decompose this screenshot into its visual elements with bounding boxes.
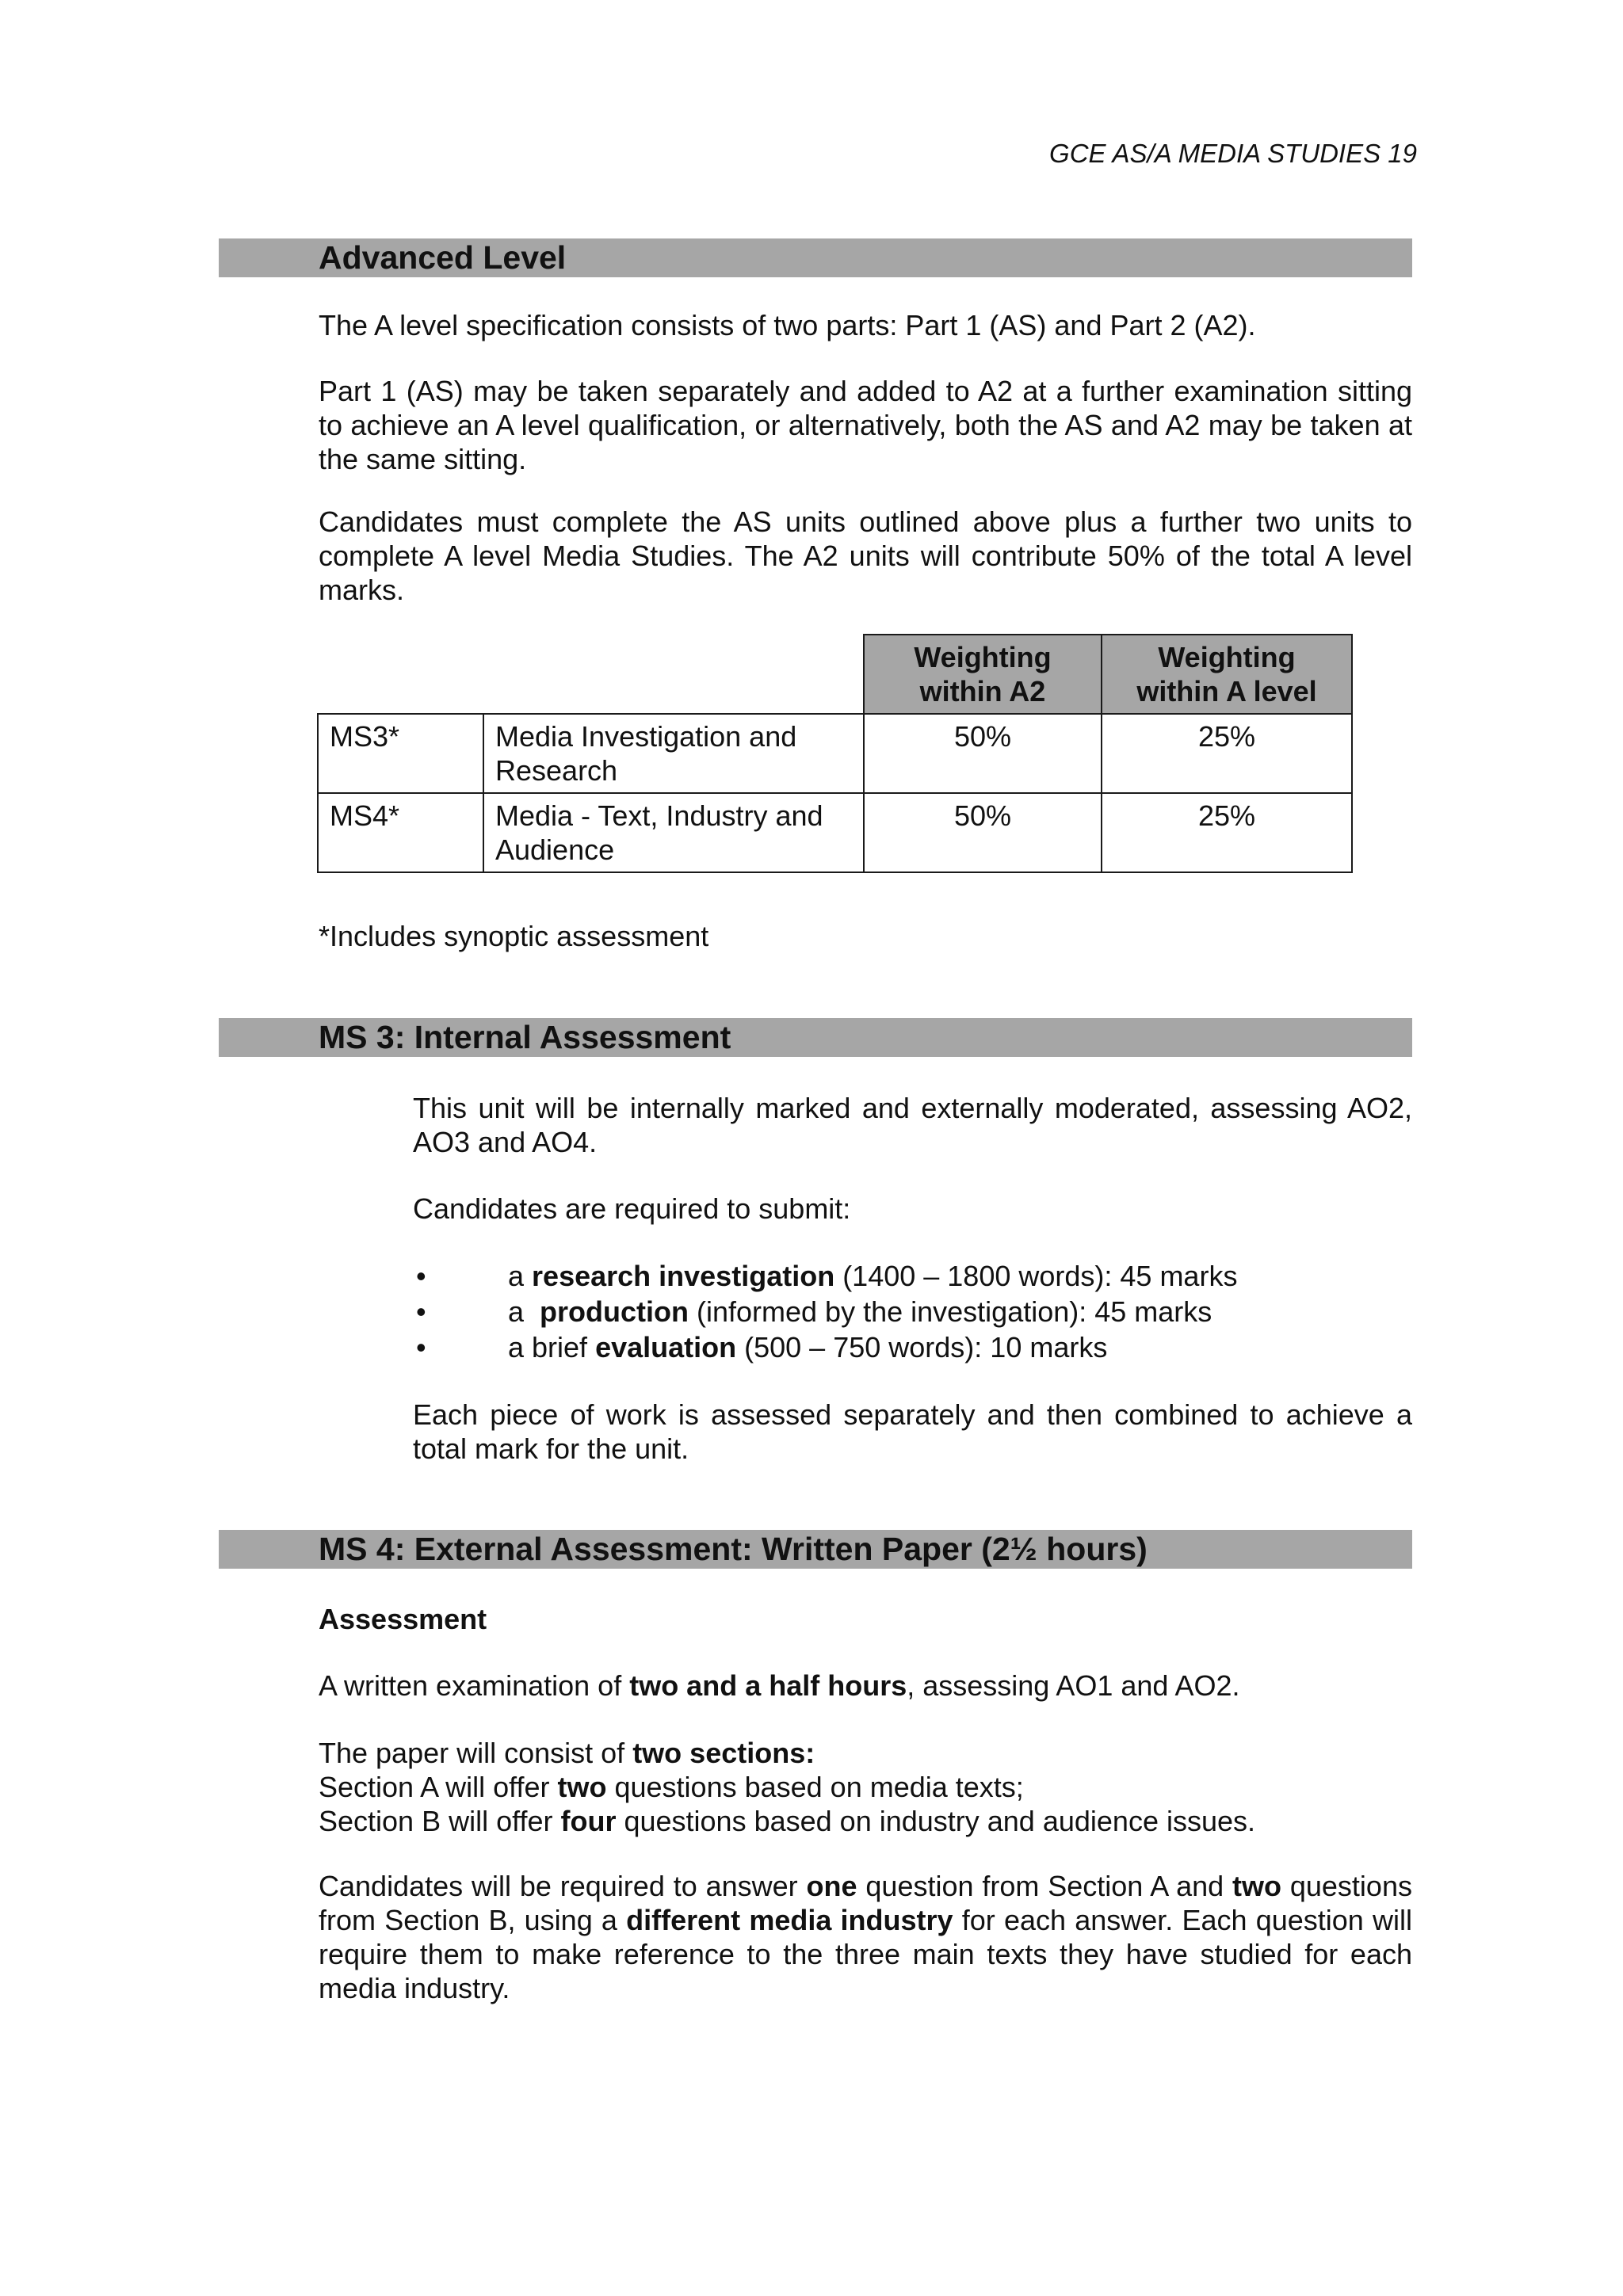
submission-list — [413, 1259, 1412, 1366]
bullet-icon: • — [416, 1331, 426, 1363]
table-row — [318, 793, 1352, 872]
paragraph-ms3-combined: Each piece of work is assessed separately and then combined to achieve a total mark for the unit. — [413, 1398, 1412, 1465]
running-header: GCE AS/A MEDIA STUDIES 19 — [1049, 139, 1417, 168]
subheading-assessment: Assessment — [319, 1603, 487, 1635]
paragraph-complete-units: Candidates must complete the AS units outlined above plus a further two units to complete A level Media Studies. The A2 units will contribute 50% of the total A level marks. — [319, 505, 1412, 606]
table-footnote: *Includes synoptic assessment — [319, 920, 709, 952]
weighting-table — [317, 634, 1353, 873]
weighting-a2-value: 50% — [864, 793, 1102, 872]
paper-sections — [319, 1736, 1412, 1838]
section-title-advanced-level: Advanced Level — [319, 239, 567, 276]
paragraph-ms3-submit: Candidates are required to submit: — [413, 1192, 851, 1225]
unit-code: MS3* — [318, 714, 483, 793]
table-header-row — [318, 635, 1352, 714]
section-a-line: Section A will offer two questions based on media texts; — [319, 1771, 1024, 1803]
unit-code: MS4* — [318, 793, 483, 872]
weighting-a-level-value: 25% — [1102, 714, 1352, 793]
paragraph-ms3-marking: This unit will be internally marked and externally moderated, assessing AO2, AO3 and AO4. — [413, 1092, 1412, 1158]
section-b-line: Section B will offer four questions based on industry and audience issues. — [319, 1805, 1256, 1837]
section-title-ms3: MS 3: Internal Assessment — [319, 1019, 731, 1055]
list-item: • a brief evaluation (500 – 750 words): 10 marks — [416, 1331, 1108, 1363]
bullet-icon: • — [416, 1295, 426, 1328]
paragraph-answer-requirements: Candidates will be required to answer one question from Section A and two questions from Section B, using a different media industry for each answer. Each question will require them to make reference to the three main texts they have studied for each media industry. — [319, 1870, 1412, 2004]
section-title-ms4: MS 4: External Assessment: Written Paper (2½ hours) — [319, 1531, 1148, 1567]
list-item: • a production (informed by the investigation): 45 marks — [416, 1295, 1212, 1328]
paper-sections-intro: The paper will consist of two sections: — [319, 1737, 815, 1769]
bullet-icon: • — [416, 1260, 426, 1292]
unit-title: Media Investigation and Research — [483, 714, 864, 793]
paragraph-spec-parts: The A level specification consists of two parts: Part 1 (AS) and Part 2 (A2). — [319, 309, 1256, 341]
weighting-a-level-value: 25% — [1102, 793, 1352, 872]
weighting-a2-value: 50% — [864, 714, 1102, 793]
header-weighting-a-level: Weighting within A level — [1102, 635, 1352, 714]
list-item: • a research investigation (1400 – 1800 words): 45 marks — [416, 1260, 1238, 1292]
header-weighting-a2: Weighting within A2 — [864, 635, 1102, 714]
unit-title: Media - Text, Industry and Audience — [483, 793, 864, 872]
paragraph-written-exam: A written examination of two and a half hours, assessing AO1 and AO2. — [319, 1669, 1240, 1702]
paragraph-as-separate: Part 1 (AS) may be taken separately and added to A2 at a further examination sitting to achieve an A level qualification, or alternatively, both the AS and A2 may be taken at the same sitting. — [319, 375, 1412, 475]
table-row — [318, 714, 1352, 793]
